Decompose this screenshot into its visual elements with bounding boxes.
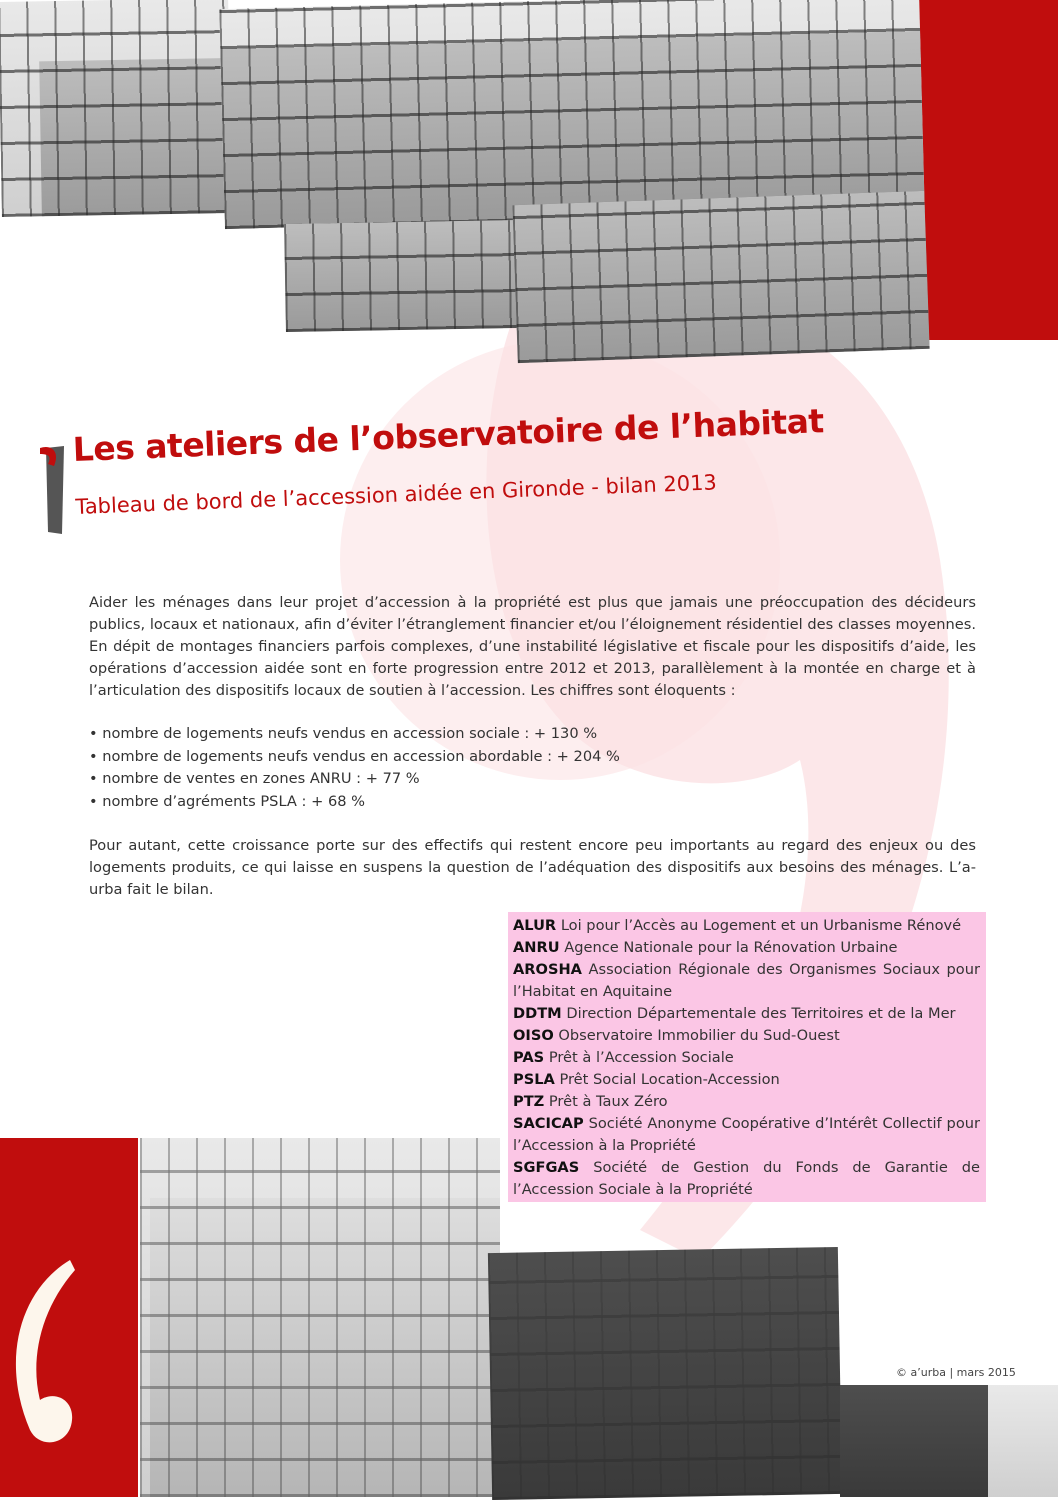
glossary-def: Prêt à l’Accession Sociale — [548, 1049, 734, 1066]
building-photo-3 — [284, 220, 521, 332]
glossary-abbr: ANRU — [513, 939, 560, 956]
conclusion-paragraph: Pour autant, cette croissance porte sur des effectifs qui restent encore peu importants au regard des enjeux ou des logements produits, ce qui laisse en suspens la question de l’adéquation des dispositifs aux besoins des ménages. L’a-urba fait le bilan. — [89, 837, 976, 898]
glossary-abbr: ALUR — [513, 917, 557, 934]
copyright-credit: © a’urba | mars 2015 — [896, 1366, 1016, 1379]
glossary-box — [508, 912, 986, 1202]
page-subtitle: Tableau de bord de l’accession aidée en Gironde - bilan 2013 — [75, 470, 718, 519]
list-item: • nombre de logements neufs vendus en accession sociale : + 130 % — [89, 725, 598, 742]
glossary-item — [513, 1113, 980, 1157]
glossary-def: Agence Nationale pour la Rénovation Urbaine — [564, 939, 898, 956]
glossary-abbr: SACICAP — [513, 1115, 584, 1132]
glossary-abbr: PSLA — [513, 1071, 555, 1088]
list-item: • nombre de logements neufs vendus en accession abordable : + 204 % — [89, 747, 620, 765]
page-title: Les ateliers de l’observatoire de l’habitat — [72, 401, 825, 469]
intro-paragraph: Aider les ménages dans leur projet d’accession à la propriété est plus que jamais une préoccupation des décideurs publics, locaux et nationaux, afin d’éviter l’étranglement financier et/ou l’éloignement résidentiel des classes moyennes. En dépit de montages financiers parfois complexes, d’une instabilité législative et fiscale pour les dispositifs d’aide, les opérations d’accession aidée sont en forte progression entre 2012 et 2013, parallèlement à la montée en charge et à l’articulation des dispositifs locaux de soutien à l’accession. Les chiffres sont éloquents : — [89, 594, 976, 699]
glossary-item — [513, 1069, 980, 1091]
glossary-abbr: DDTM — [513, 1005, 562, 1022]
glossary-def: Association Régionale des Organismes Sociaux pour l’Habitat en Aquitaine — [513, 961, 980, 1000]
building-photo-6 — [488, 1247, 842, 1500]
glossary-abbr: SGFGAS — [513, 1159, 580, 1176]
opening-quote-icon — [0, 1250, 80, 1450]
building-photo-7 — [840, 1385, 1058, 1497]
glossary-item — [513, 959, 980, 1003]
building-photo-4 — [512, 191, 929, 363]
glossary-item — [513, 1091, 980, 1113]
glossary-def: Direction Départementale des Territoires et de la Mer — [566, 1005, 956, 1022]
list-item: • nombre de ventes en zones ANRU : + 77 % — [89, 770, 420, 787]
glossary-def: Loi pour l’Accès au Logement et un Urbanisme Rénové — [560, 917, 962, 934]
glossary-item — [513, 1047, 980, 1069]
glossary-def: Observatoire Immobilier du Sud-Ouest — [558, 1027, 840, 1044]
glossary-abbr: PTZ — [513, 1093, 545, 1110]
glossary-abbr: PAS — [513, 1049, 545, 1066]
glossary-def: Société Anonyme Coopérative d’Intérêt Collectif pour l’Accession à la Propriété — [513, 1115, 980, 1154]
glossary-def: Prêt Social Location-Accession — [559, 1071, 780, 1088]
glossary-def: Prêt à Taux Zéro — [548, 1093, 668, 1110]
building-photo-1 — [0, 0, 232, 217]
list-item: • nombre d’agréments PSLA : + 68 % — [89, 792, 366, 810]
glossary-abbr: AROSHA — [513, 961, 582, 978]
key-figures-list — [89, 723, 789, 813]
glossary-item — [513, 937, 980, 959]
glossary-def: Société de Gestion du Fonds de Garantie de l’Accession Sociale à la Propriété — [513, 1159, 980, 1198]
top-right-red-block — [912, 0, 1058, 340]
building-photo-5 — [140, 1138, 500, 1497]
glossary-item — [513, 915, 980, 937]
quote-mark-icon — [38, 444, 74, 536]
glossary-item — [513, 1025, 980, 1047]
glossary-item — [513, 1003, 980, 1025]
glossary-item — [513, 1157, 980, 1201]
glossary-abbr: OISO — [513, 1027, 554, 1044]
